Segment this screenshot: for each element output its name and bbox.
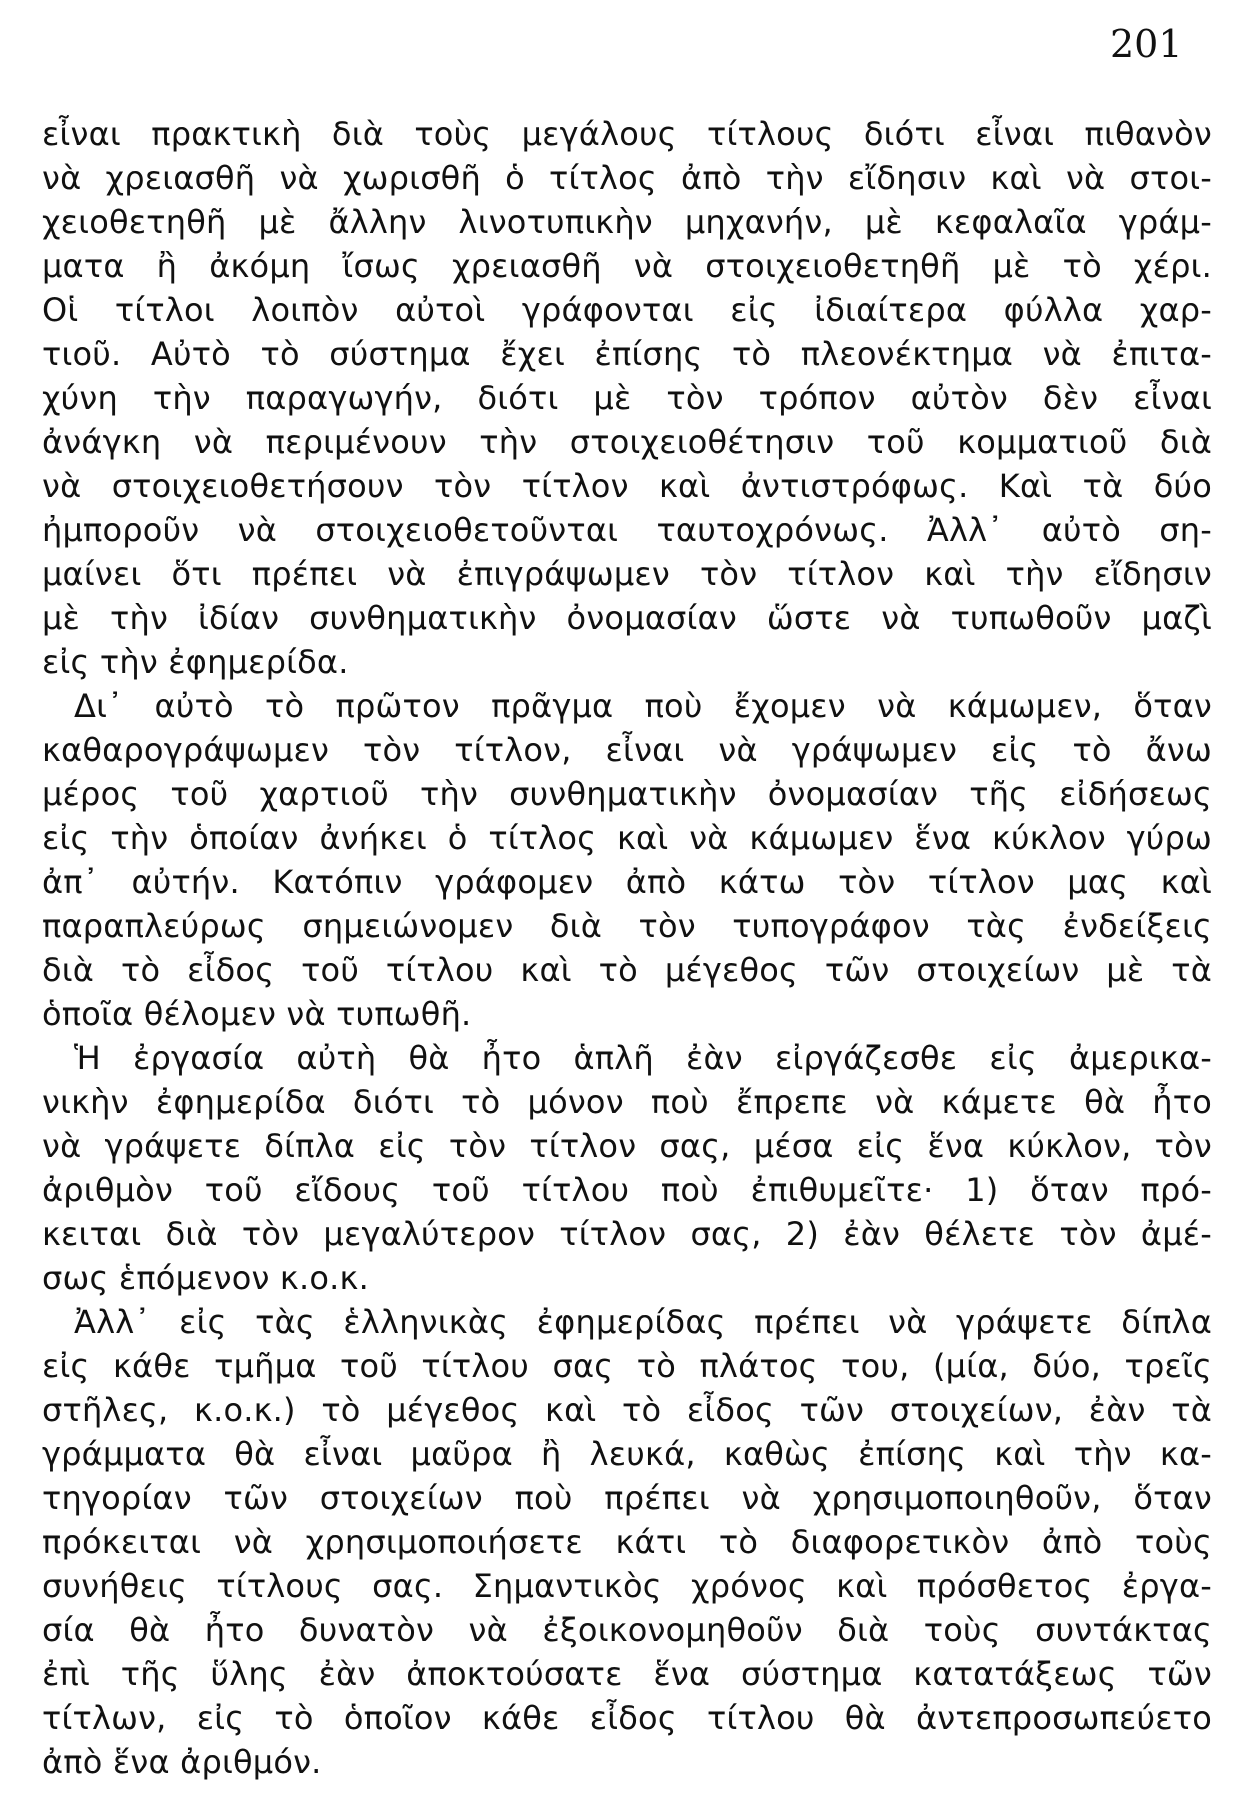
page-number: 201 <box>1110 22 1183 66</box>
text-line: ἐπὶ τῆς ὕλης ἐὰν ἀποκτούσατε ἕνα σύστημα κατατάξεως τῶν <box>42 1655 1212 1693</box>
text-line: ὁποῖα θέλομεν νὰ τυπωθῆ. <box>42 995 472 1033</box>
paragraph-4 <box>42 1300 1212 1784</box>
text-line: τηγορίαν τῶν στοιχείων ποὺ πρέπει νὰ χρησιμοποιηθοῦν, ὅταν <box>42 1479 1212 1517</box>
text-line: πρόκειται νὰ χρησιμοποιήσετε κάτι τὸ διαφορετικὸν ἀπὸ τοὺς <box>42 1523 1212 1561</box>
text-line: εἰς τὴν ἐφημερίδα. <box>42 643 349 681</box>
paragraph-3 <box>42 1036 1212 1300</box>
text-line: ἀριθμὸν τοῦ εἴδους τοῦ τίτλου ποὺ ἐπιθυμεῖτε· 1) ὅταν πρό- <box>42 1171 1212 1209</box>
text-line: γράμματα θὰ εἶναι μαῦρα ἢ λευκά, καθὼς ἐπίσης καὶ τὴν κα- <box>42 1435 1212 1473</box>
text-line: διὰ τὸ εἶδος τοῦ τίτλου καὶ τὸ μέγεθος τῶν στοιχείων μὲ τὰ <box>42 951 1212 989</box>
text-line: Ἡ ἐργασία αὐτὴ θὰ ἦτο ἁπλῆ ἐὰν εἰργάζεσθε εἰς ἀμερικα- <box>74 1039 1212 1077</box>
paragraph-1 <box>42 112 1212 684</box>
text-line: Ἀλλ᾽ εἰς τὰς ἑλληνικὰς ἐφημερίδας πρέπει νὰ γράψετε δίπλα <box>74 1303 1212 1341</box>
text-line: τιοῦ. Αὐτὸ τὸ σύστημα ἔχει ἐπίσης τὸ πλεονέκτημα νὰ ἐπιτα- <box>42 335 1212 373</box>
text-line: νὰ στοιχειοθετήσουν τὸν τίτλον καὶ ἀντιστρόφως. Καὶ τὰ δύο <box>42 467 1212 505</box>
text-line: παραπλεύρως σημειώνομεν διὰ τὸν τυπογράφον τὰς ἐνδείξεις <box>42 907 1212 945</box>
text-line: εἰς τὴν ὁποίαν ἀνήκει ὁ τίτλος καὶ νὰ κάμωμεν ἕνα κύκλον γύρω <box>42 819 1212 857</box>
text-line: συνήθεις τίτλους σας. Σημαντικὸς χρόνος καὶ πρόσθετος ἐργα- <box>42 1567 1212 1605</box>
text-line: σία θὰ ἦτο δυνατὸν νὰ ἐξοικονομηθοῦν διὰ τοὺς συντάκτας <box>42 1611 1212 1649</box>
text-line: ἀπὸ ἕνα ἀριθμόν. <box>42 1743 322 1781</box>
paragraph-2 <box>42 684 1212 1036</box>
text-line: σως ἑπόμενον κ.ο.κ. <box>42 1259 369 1297</box>
text-line: χειοθετηθῆ μὲ ἄλλην λινοτυπικὴν μηχανήν, μὲ κεφαλαῖα γράμ- <box>42 203 1212 241</box>
text-line: καθαρογράψωμεν τὸν τίτλον, εἶναι νὰ γράψωμεν εἰς τὸ ἄνω <box>42 731 1212 769</box>
text-line: νὰ γράψετε δίπλα εἰς τὸν τίτλον σας, μέσα εἰς ἕνα κύκλον, τὸν <box>42 1127 1212 1165</box>
text-line: Οἱ τίτλοι λοιπὸν αὐτοὶ γράφονται εἰς ἰδιαίτερα φύλλα χαρ- <box>42 291 1212 329</box>
text-line: μαίνει ὅτι πρέπει νὰ ἐπιγράψωμεν τὸν τίτλον καὶ τὴν εἴδησιν <box>42 555 1212 593</box>
text-line: νὰ χρειασθῆ νὰ χωρισθῆ ὁ τίτλος ἀπὸ τὴν εἴδησιν καὶ νὰ στοι- <box>42 159 1212 197</box>
text-line: μέρος τοῦ χαρτιοῦ τὴν συνθηματικὴν ὀνομασίαν τῆς εἰδήσεως <box>42 775 1212 813</box>
text-line: ἀπ᾽ αὐτήν. Κατόπιν γράφομεν ἀπὸ κάτω τὸν τίτλον μας καὶ <box>42 863 1212 901</box>
text-line: Δι᾽ αὐτὸ τὸ πρῶτον πρᾶγμα ποὺ ἔχομεν νὰ κάμωμεν, ὅταν <box>74 687 1212 725</box>
text-line: χύνη τὴν παραγωγήν, διότι μὲ τὸν τρόπον αὐτὸν δὲν εἶναι <box>42 379 1212 417</box>
body-text <box>42 112 1212 1784</box>
text-line: στῆλες, κ.ο.κ.) τὸ μέγεθος καὶ τὸ εἶδος τῶν στοιχείων, ἐὰν τὰ <box>42 1391 1212 1429</box>
text-line: ἀνάγκη νὰ περιμένουν τὴν στοιχειοθέτησιν τοῦ κομματιοῦ διὰ <box>42 423 1212 461</box>
text-line: εἶναι πρακτικὴ διὰ τοὺς μεγάλους τίτλους διότι εἶναι πιθανὸν <box>42 115 1212 153</box>
text-line: μὲ τὴν ἰδίαν συνθηματικὴν ὀνομασίαν ὥστε νὰ τυπωθοῦν μαζὶ <box>42 599 1212 637</box>
text-line: ἠμποροῦν νὰ στοιχειοθετοῦνται ταυτοχρόνως. Ἀλλ᾽ αὐτὸ ση- <box>42 511 1212 549</box>
text-line: κειται διὰ τὸν μεγαλύτερον τίτλον σας, 2) ἐὰν θέλετε τὸν ἀμέ- <box>42 1215 1212 1253</box>
text-line: ματα ἢ ἀκόμη ἴσως χρειασθῆ νὰ στοιχειοθετηθῆ μὲ τὸ χέρι. <box>42 247 1212 285</box>
text-line: εἰς κάθε τμῆμα τοῦ τίτλου σας τὸ πλάτος του, (μία, δύο, τρεῖς <box>42 1347 1212 1385</box>
text-line: νικὴν ἐφημερίδα διότι τὸ μόνον ποὺ ἔπρεπε νὰ κάμετε θὰ ἦτο <box>42 1083 1212 1121</box>
text-line: τίτλων, εἰς τὸ ὁποῖον κάθε εἶδος τίτλου θὰ ἀντεπροσωπεύετο <box>42 1699 1212 1737</box>
